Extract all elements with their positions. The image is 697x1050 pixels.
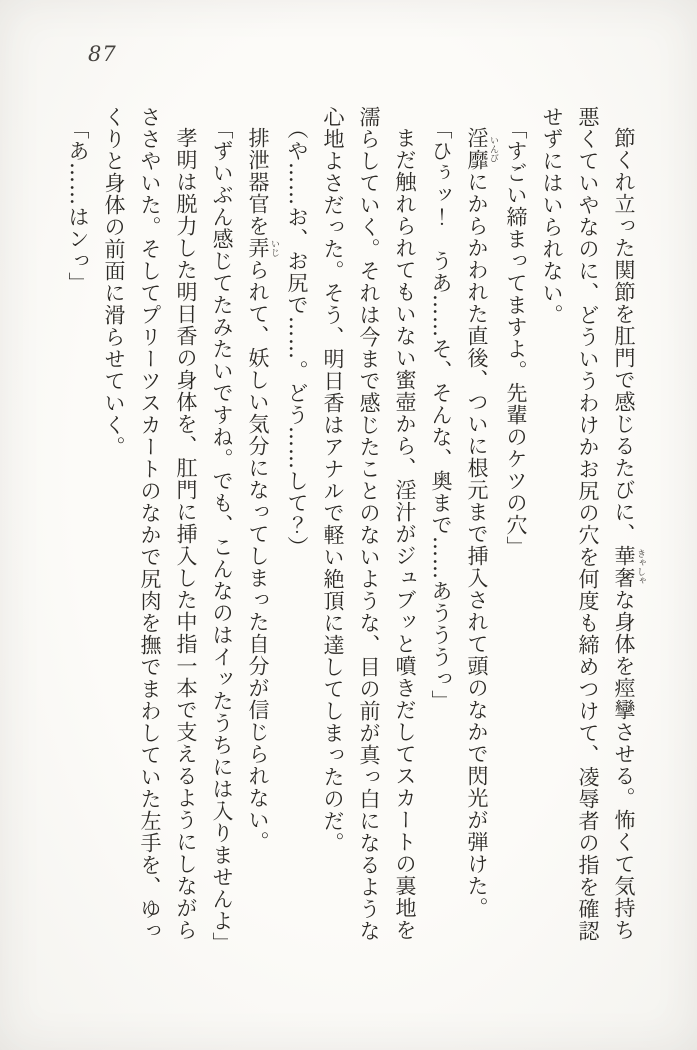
paragraph-dialogue: 「すごい締まってますよ。先輩のケツの穴」 — [504, 117, 528, 558]
furigana-reading: いじ — [269, 237, 279, 259]
furigana-reading: きゃしゃ — [635, 545, 645, 589]
paragraph-narrative: 排泄器官を弄 いじられて、妖しい気分になってしまった自分が信じられない。 — [246, 127, 279, 853]
furigana-term: 華奢 きゃしゃ — [612, 545, 645, 589]
page-number: 87 — [88, 42, 117, 66]
paragraph-thought: （や……お、お尻で……。どう……して？） — [285, 117, 309, 558]
text-block — [60, 106, 645, 954]
paragraph-dialogue: 「ずいぶん感じてたみたいですね。でも、こんなのはイッたうちには入りませんよ」 — [210, 117, 234, 954]
paragraph-narrative: 節くれ立った関節を肛門で感じるたびに、華奢 きゃしゃな身体を痙攣させる。怖くて気持ち悪くていやなのに、どういうわけかお尻の穴を何度も締めつけて、凌辱者の指を確認せずにはいられない。 — [540, 106, 645, 942]
furigana-reading: いんび — [488, 127, 498, 171]
paragraph-narrative: まだ触れられてもいない蜜壺から、淫汁がジュブッと噴きだしてスカートの裏地を濡らしていく。それは今まで感じたことのないような、目の前が真っ白になるような心地よさだった。そう、明日香はアナルで軽い絶頂に達してしまったのだ。 — [321, 106, 417, 942]
paragraph-narrative: 孝明は脱力した明日香の身体を、肛門に挿入した中指一本で支えるようにしながらささやいた。そしてプリーツスカートのなかで尻肉を撫でまわしていた左手を、ゆっくりと身体の前面に滑らせていく。 — [102, 106, 198, 942]
paragraph-dialogue: 「あ……はンっ」 — [66, 117, 90, 294]
paragraph-narrative: 淫靡 いんびにからかわれた直後、ついに根元まで挿入されて頭のなかで閃光が弾けた。 — [465, 127, 498, 919]
furigana-term: 弄 いじ — [246, 237, 279, 259]
paragraph-dialogue: 「ひぅッ！ うあ……そ、そんな、奥まで……あうううっ」 — [429, 117, 453, 712]
furigana-term: 淫靡 いんび — [465, 127, 498, 171]
